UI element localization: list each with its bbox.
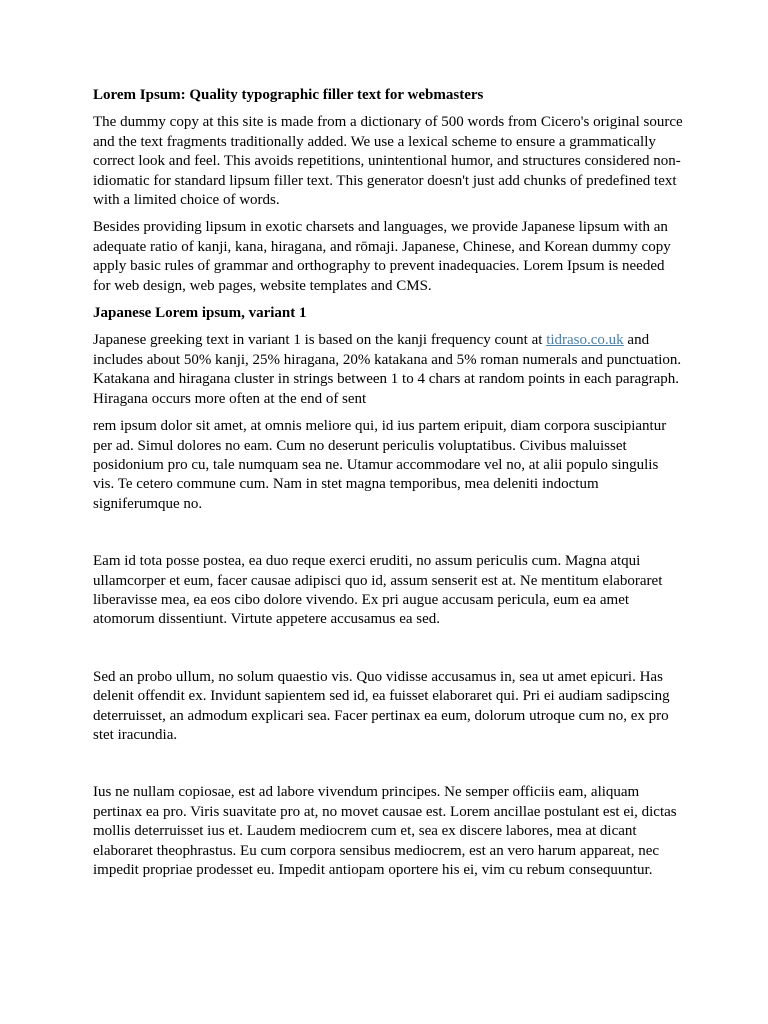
document-page [93, 86, 683, 888]
paragraph-intro: The dummy copy at this site is made from a dictionary of 500 words from Cicero's original source and the text fragments traditionally added. We use a lexical scheme to ensure a grammatically correct look and feel. This avoids repetitions, unintentional humor, and structures considered non-idiomatic for standard lipsum filler text. This generator doesn't just add chunks of predefined text with a limited choice of words. [93, 114, 683, 209]
document-title: Lorem Ipsum: Quality typographic filler text for webmasters [93, 87, 484, 103]
paragraph-text-before-link: Japanese greeking text in variant 1 is based on the kanji frequency count at [93, 332, 547, 349]
paragraph-lorem-2: Eam id tota posse postea, ea duo reque exerci eruditi, no assum periculis cum. Magna atqui ullamcorper et eum, facer causae adipisci quo id, assum senserit est at. Ne mentitum elaboraret liberavisse mea, ea eos cibo dolore vivendo. Ex pri augue accusam pericula, eum ea amet atomorum dissentiunt. Virtute appetere accusamus ea sed. [93, 553, 663, 628]
paragraph-languages: Besides providing lipsum in exotic charsets and languages, we provide Japanese lipsum with an adequate ratio of kanji, kana, hiragana, and rōmaji. Japanese, Chinese, and Korean dummy copy apply basic rules of grammar and orthography to prevent inadequacies. Lorem Ipsum is needed for web design, web pages, website templates and CMS. [93, 219, 671, 294]
paragraph-japanese-variant [93, 331, 683, 409]
paragraph-text-after-link: and includes about 50% kanji, 25% hiragana, 20% katakana and 5% roman numerals and punctuation. Katakana and hiragana cluster in strings between 1 to 4 chars at random points in each paragraph. Hiragana occurs more often at the end of sent [93, 332, 682, 407]
tidraso-link[interactable]: tidraso.co.uk [546, 332, 624, 349]
section-subtitle: Japanese Lorem ipsum, variant 1 [93, 305, 307, 322]
paragraph-lorem-4: Ius ne nullam copiosae, est ad labore vivendum principes. Ne semper officiis eam, aliquam pertinax ea pro. Viris suavitate pro at, no movet causae est. Lorem ancillae postulant est ei, dictas mollis deterruisset ius et. Laudem mediocrem cum et, sea ex discere labores, mea at dicant elaboraret theophrastus. Eu cum corpora sensibus mediocrem, est an vero harum appareat, nec impedit propriae prodesset eu. Impedit antiopam oportere his ei, vim cu rebum consequuntur. [93, 784, 677, 878]
paragraph-lorem-1: rem ipsum dolor sit amet, at omnis meliore qui, id ius partem eripuit, diam corpora suscipiantur per ad. Simul dolores no eam. Cum no deserunt periculis voluptatibus. Civibus maluisset posidonium pro cu, tale numquam sea ne. Utamur accommodare vel no, at alii populo singulis vis. Te cetero commune cum. Nam in stet magna temporibus, mea deleniti indoctum signiferumque no. [93, 418, 667, 512]
paragraph-lorem-3: Sed an probo ullum, no solum quaestio vis. Quo vidisse accusamus in, sea ut amet epicuri. Has delenit offendit ex. Invidunt sapientem sed id, ea fuisset elaboraret qui. Pri ei audiam sadipscing deterruisset, an admodum explicari sea. Facer pertinax ea eum, dolorum utroque cum no, ex pro stet iracundia. [93, 668, 670, 743]
